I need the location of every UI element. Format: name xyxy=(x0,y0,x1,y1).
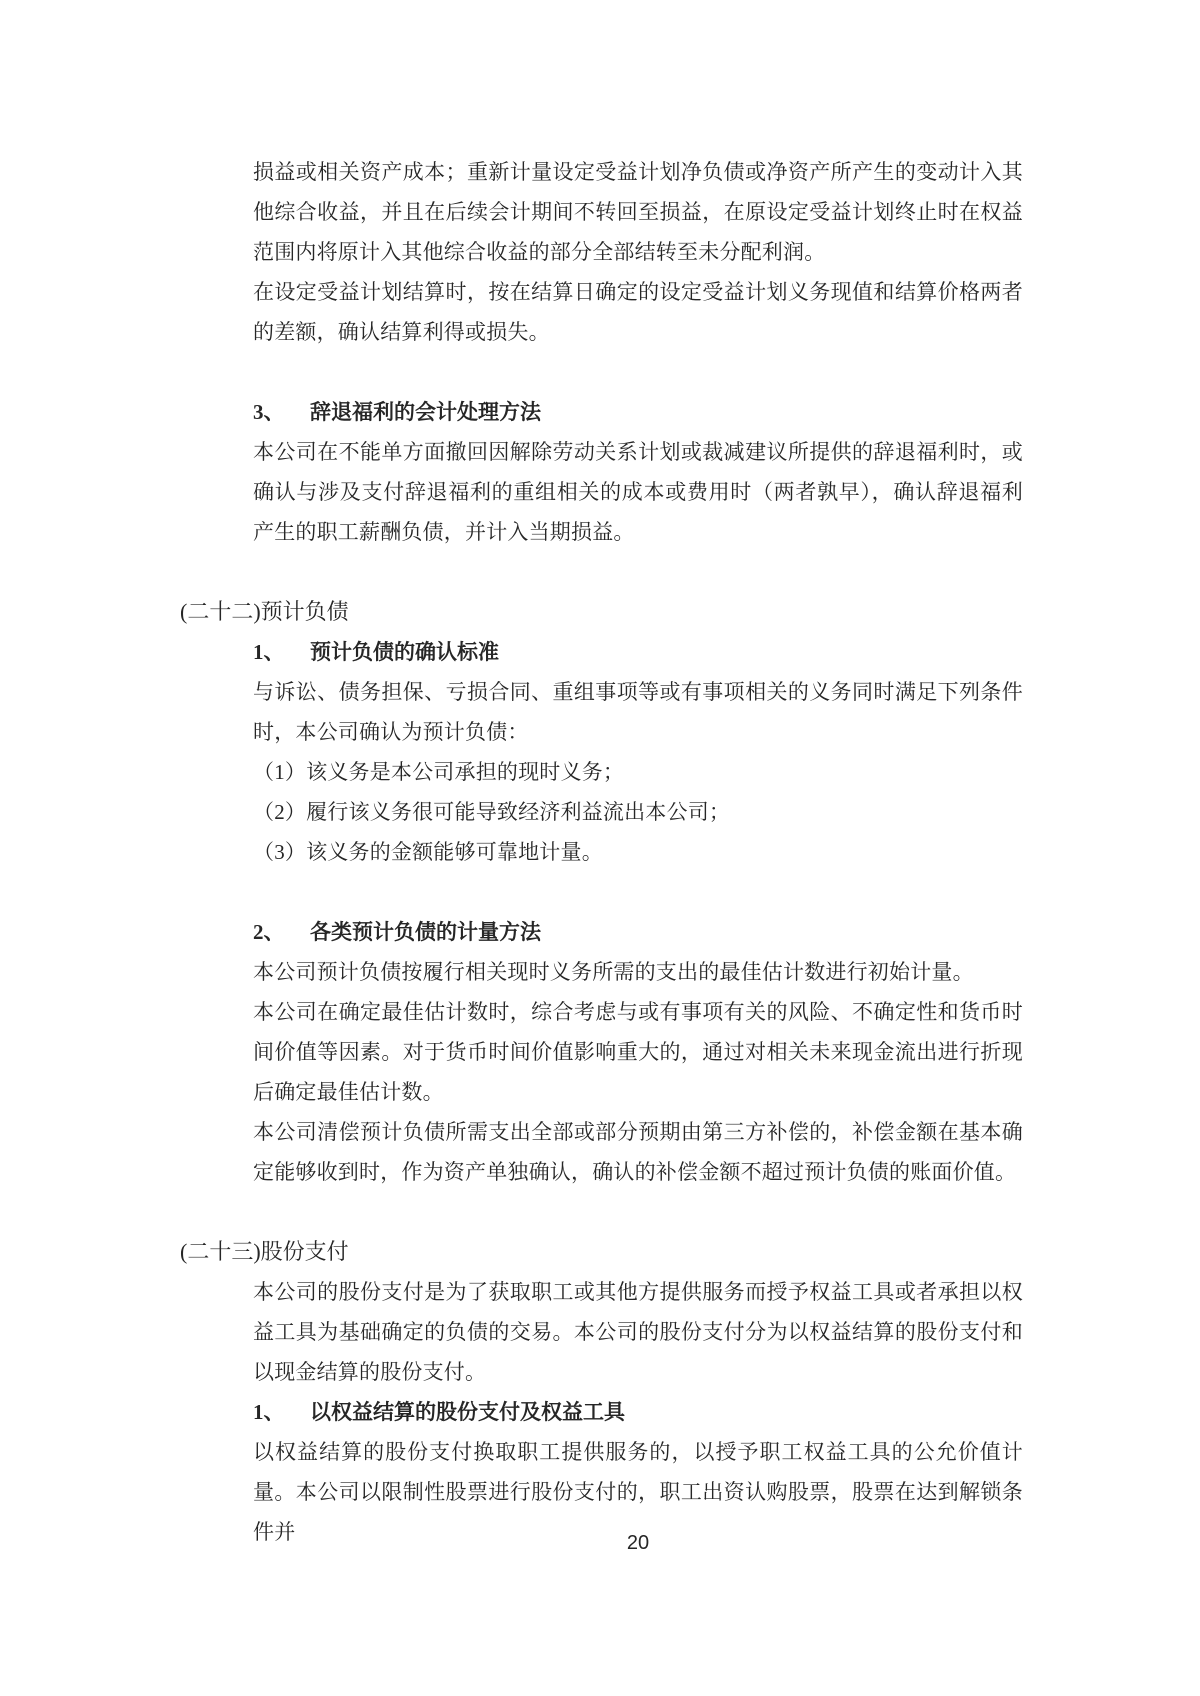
paragraph: 损益或相关资产成本；重新计量设定受益计划净负债或净资产所产生的变动计入其他综合收益，并且在后续会计期间不转回至损益，在原设定受益计划终止时在权益范围内将原计入其他综合收益的部分全部结转至未分配利润。 xyxy=(253,160,1023,264)
paragraph: 本公司在确定最佳估计数时，综合考虑与或有事项有关的风险、不确定性和货币时间价值等因素。对于货币时间价值影响重大的，通过对相关未来现金流出进行折现后确定最佳估计数。 xyxy=(253,1000,1023,1104)
numbered-heading xyxy=(253,1392,1023,1432)
section-heading: (二十三)股份支付 xyxy=(180,1239,349,1264)
list-item: （2）履行该义务很可能导致经济利益流出本公司； xyxy=(253,800,731,824)
heading-number: 1、 xyxy=(253,640,285,664)
paragraph: 与诉讼、债务担保、亏损合同、重组事项等或有事项相关的义务同时满足下列条件时，本公司确认为预计负债： xyxy=(253,680,1023,744)
paragraph: 本公司的股份支付是为了获取职工或其他方提供服务而授予权益工具或者承担以权益工具为基础确定的负债的交易。本公司的股份支付分为以权益结算的股份支付和以现金结算的股份支付。 xyxy=(253,1280,1023,1384)
list-item: （1）该义务是本公司承担的现时义务； xyxy=(253,760,625,784)
paragraph: 以权益结算的股份支付换取职工提供服务的，以授予职工权益工具的公允价值计量。本公司以限制性股票进行股份支付的，职工出资认购股票，股票在达到解锁条件并 xyxy=(253,1440,1023,1544)
numbered-heading xyxy=(253,912,1023,952)
heading-title: 预计负债的确认标准 xyxy=(310,640,499,664)
heading-number: 1、 xyxy=(253,1400,285,1424)
paragraph: 本公司预计负债按履行相关现时义务所需的支出的最佳估计数进行初始计量。 xyxy=(253,960,974,984)
list-item: （3）该义务的金额能够可靠地计量。 xyxy=(253,840,603,864)
section-heading: (二十二)预计负债 xyxy=(180,599,349,624)
heading-title: 各类预计负债的计量方法 xyxy=(310,920,541,944)
heading-number: 3、 xyxy=(253,400,285,424)
heading-number: 2、 xyxy=(253,920,285,944)
heading-title: 以权益结算的股份支付及权益工具 xyxy=(310,1400,625,1424)
paragraph: 本公司在不能单方面撤回因解除劳动关系计划或裁减建议所提供的辞退福利时，或确认与涉及支付辞退福利的重组相关的成本或费用时（两者孰早），确认辞退福利产生的职工薪酬负债，并计入当期损益。 xyxy=(253,440,1023,544)
page-number: 20 xyxy=(626,1532,650,1554)
numbered-heading xyxy=(253,632,1023,672)
numbered-heading xyxy=(253,392,1023,432)
heading-title: 辞退福利的会计处理方法 xyxy=(310,400,541,424)
document-content xyxy=(180,152,1023,1552)
paragraph: 在设定受益计划结算时，按在结算日确定的设定受益计划义务现值和结算价格两者的差额，确认结算利得或损失。 xyxy=(253,280,1023,344)
paragraph: 本公司清偿预计负债所需支出全部或部分预期由第三方补偿的，补偿金额在基本确定能够收到时，作为资产单独确认，确认的补偿金额不超过预计负债的账面价值。 xyxy=(253,1120,1023,1184)
